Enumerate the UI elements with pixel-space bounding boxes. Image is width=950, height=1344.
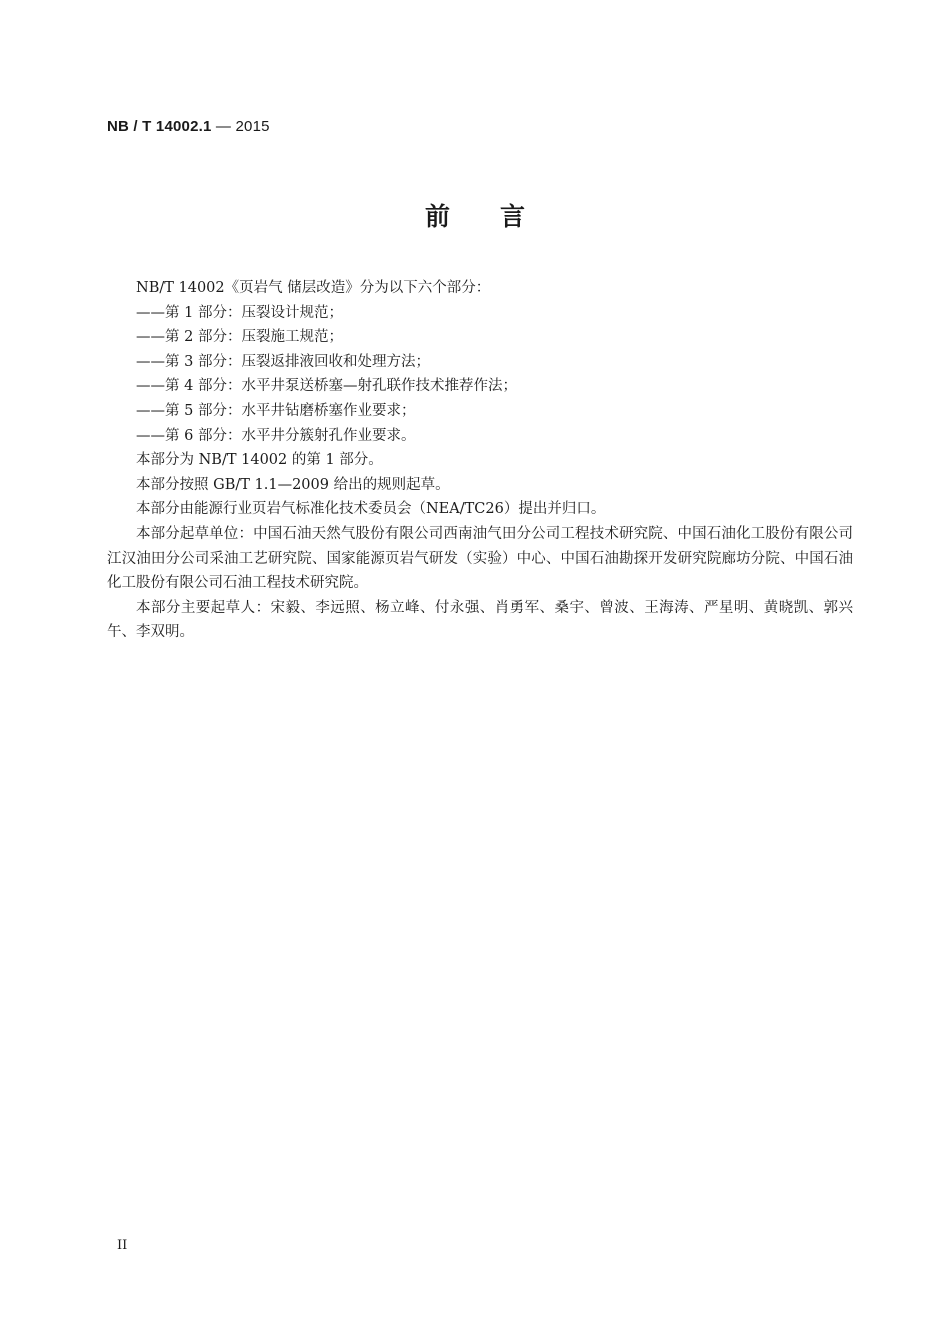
list-item-part-2: ——第 2 部分：压裂施工规范； [136,329,343,346]
paragraph-drafting-rules: 本部分按照 GB/T 1.1—2009 给出的规则起草。 [136,476,450,493]
list-item-part-1: ——第 1 部分：压裂设计规范； [136,304,343,321]
standard-number-header [107,118,270,135]
paragraph-part-statement: 本部分为 NB/T 14002 的第 1 部分。 [136,452,383,469]
foreword-body [107,276,853,645]
page-number: II [117,1238,128,1253]
paragraph-drafting-units: 本部分起草单位：中国石油天然气股份有限公司西南油气田分公司工程技术研究院、中国石油化工股份有限公司江汉油田分公司采油工艺研究院、国家能源页岩气研发（实验）中心、中国石油勘探开发研究院廊坊分院、中国石油化工股份有限公司石油工程技术研究院。 [107,525,853,592]
page-title: 前言 [424,202,575,231]
list-item-part-3: ——第 3 部分：压裂返排液回收和处理方法； [136,353,430,370]
list-item-part-4: ——第 4 部分：水平井泵送桥塞—射孔联作技术推荐作法； [136,378,517,395]
standard-separator: — [215,118,232,135]
list-item-part-5: ——第 5 部分：水平井钻磨桥塞作业要求； [136,402,416,419]
paragraph-drafters: 本部分主要起草人：宋毅、李远照、杨立峰、付永强、肖勇军、桑宇、曾波、王海涛、严星明、黄晓凯、郭兴午、李双明。 [107,599,853,641]
paragraph-intro: NB/T 14002《页岩气 储层改造》分为以下六个部分： [136,280,491,296]
standard-code: NB / T 14002.1 [107,118,212,135]
paragraph-proposer: 本部分由能源行业页岩气标准化技术委员会（NEA/TC26）提出并归口。 [136,501,606,518]
list-item-part-6: ——第 6 部分：水平井分簇射孔作业要求。 [136,427,416,444]
standard-year: 2015 [235,118,270,135]
